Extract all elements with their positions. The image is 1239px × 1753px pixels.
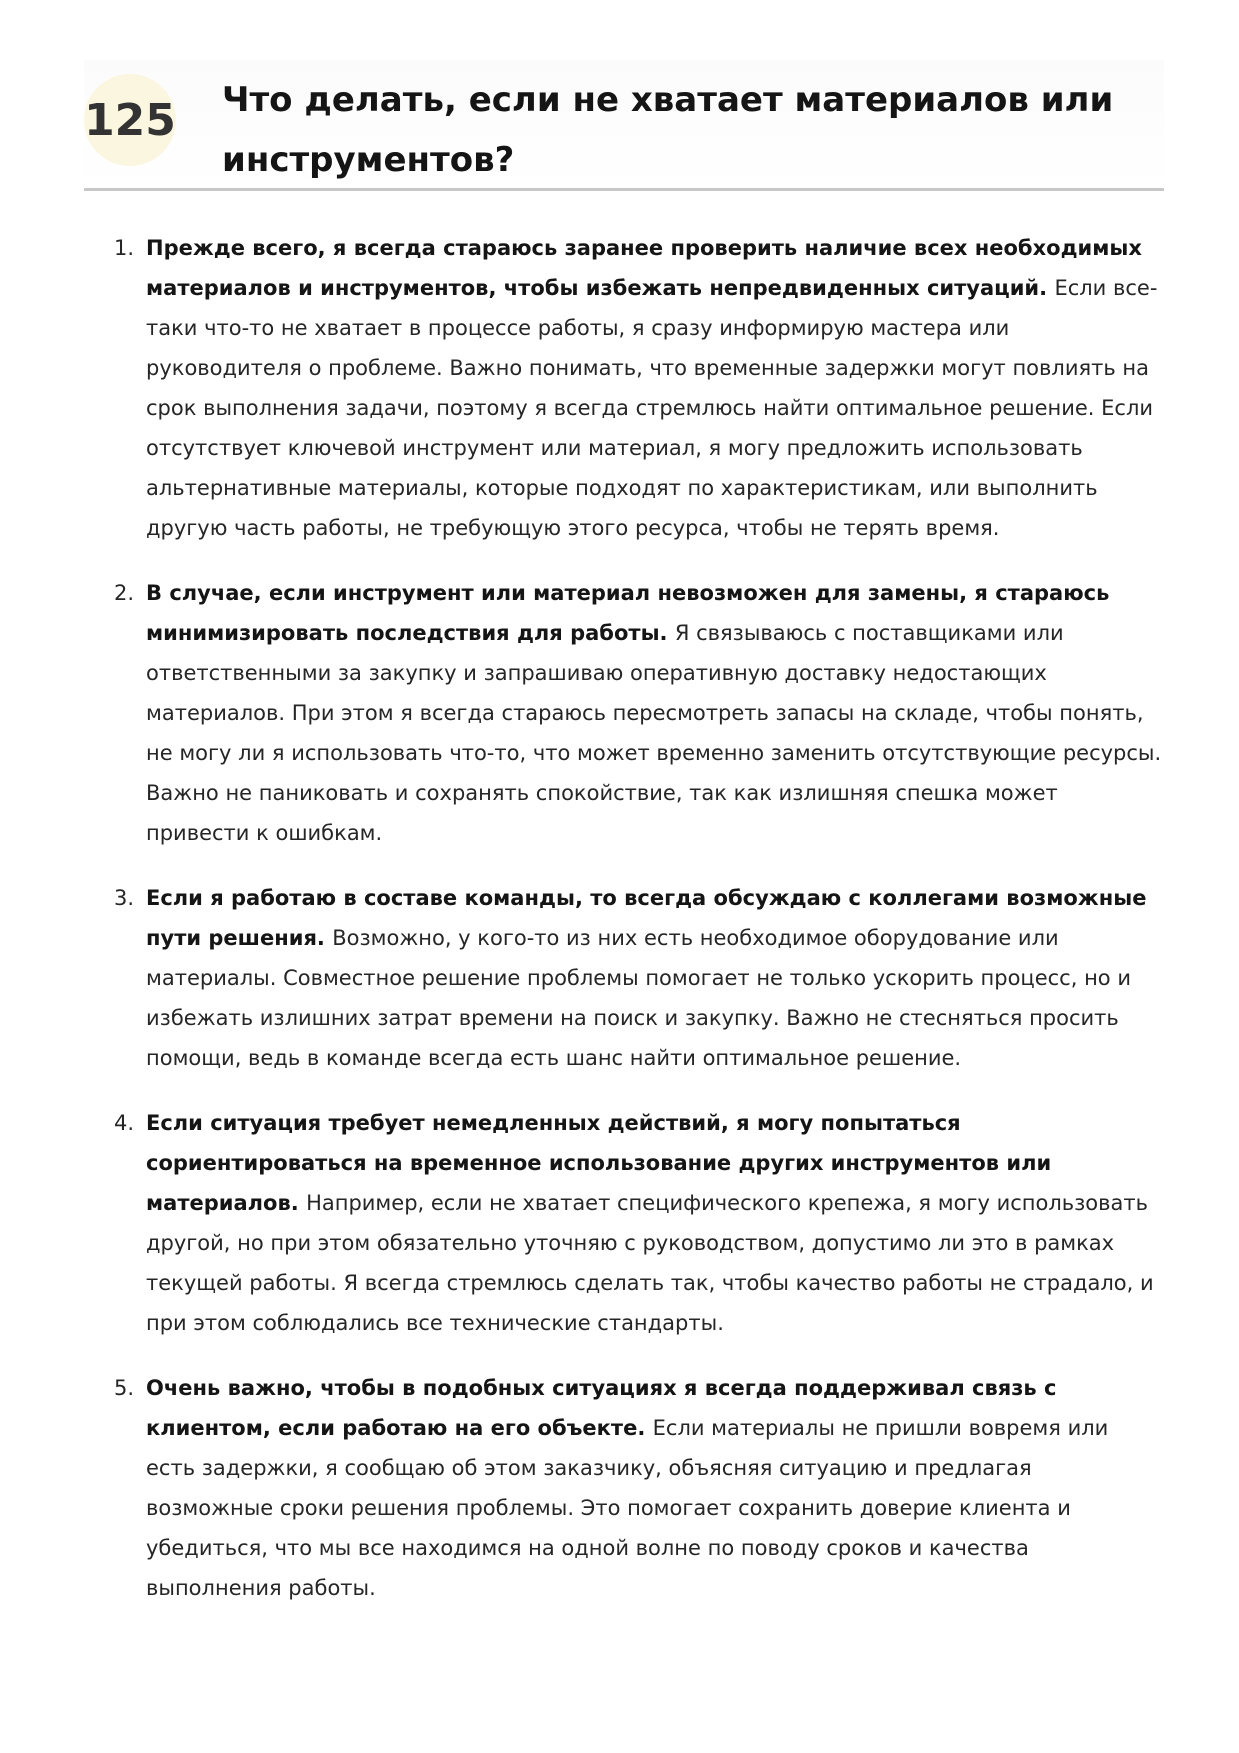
item-body-text: Возможно, у кого-то из них есть необходимое оборудование или материалы. Совместное решение проблемы помогает не только ускорить процесс, но и избежать излишних затрат времени на поиск и закупку. Важно не стесняться просить помощи, ведь в команде всегда есть шанс найти оптимальное решение. [146, 926, 1131, 1070]
answer-item [114, 228, 1164, 548]
item-lead-text: Если я работаю в составе команды, то всегда обсуждаю с коллегами возможные пути решения. [146, 886, 1147, 950]
item-number: 3. [114, 886, 135, 910]
item-body-text: Например, если не хватает специфического крепежа, я могу использовать другой, но при этом обязательно уточняю с руководством, допустимо ли это в рамках текущей работы. Я всегда стремлюсь сделать так, чтобы качество работы не страдало, и при этом соблюдались все технические стандарты. [146, 1191, 1154, 1335]
item-number: 2. [114, 581, 135, 605]
item-body-text: Я связываюсь с поставщиками или ответственными за закупку и запрашиваю оперативную доставку недостающих материалов. При этом я всегда стараюсь пересмотреть запасы на складе, чтобы понять, не могу ли я использовать что-то, что может временно заменить отсутствующие ресурсы. Важно не паниковать и сохранять спокойствие, так как излишняя спешка может привести к ошибкам. [146, 621, 1162, 845]
answer-item [114, 878, 1164, 1078]
item-lead-text: Очень важно, чтобы в подобных ситуациях я всегда поддерживал связь с клиентом, если работаю на его объекте. [146, 1376, 1057, 1440]
item-lead-text: В случае, если инструмент или материал невозможен для замены, я стараюсь минимизировать последствия для работы. [146, 581, 1110, 645]
question-header [84, 60, 1164, 191]
item-number: 1. [114, 236, 135, 260]
answer-list [114, 228, 1164, 1633]
item-number: 4. [114, 1111, 135, 1135]
item-number: 5. [114, 1376, 135, 1400]
item-body-text: Если все-таки что-то не хватает в процессе работы, я сразу информирую мастера или руководителя о проблеме. Важно понимать, что временные задержки могут повлиять на срок выполнения задачи, поэтому я всегда стремлюсь найти оптимальное решение. Если отсутствует ключевой инструмент или материал, я могу предложить использовать альтернативные материалы, которые подходят по характеристикам, или выполнить другую часть работы, не требующую этого ресурса, чтобы не терять время. [146, 276, 1158, 540]
item-lead-text: Прежде всего, я всегда стараюсь заранее проверить наличие всех необходимых материалов и инструментов, чтобы избежать непредвиденных ситуаций. [146, 236, 1142, 300]
item-lead-text: Если ситуация требует немедленных действий, я могу попытаться сориентироваться на временное использование других инструментов или материалов. [146, 1111, 1052, 1215]
item-body-text: Если материалы не пришли вовремя или есть задержки, я сообщаю об этом заказчику, объясняя ситуацию и предлагая возможные сроки решения проблемы. Это помогает сохранить доверие клиента и убедиться, что мы все находимся на одной волне по поводу сроков и качества выполнения работы. [146, 1416, 1109, 1600]
answer-item [114, 1368, 1164, 1608]
answer-item [114, 573, 1164, 853]
question-title: Что делать, если не хватает материалов или инструментов? [222, 80, 1114, 180]
question-number-badge: 125 [84, 74, 176, 166]
answer-item [114, 1103, 1164, 1343]
